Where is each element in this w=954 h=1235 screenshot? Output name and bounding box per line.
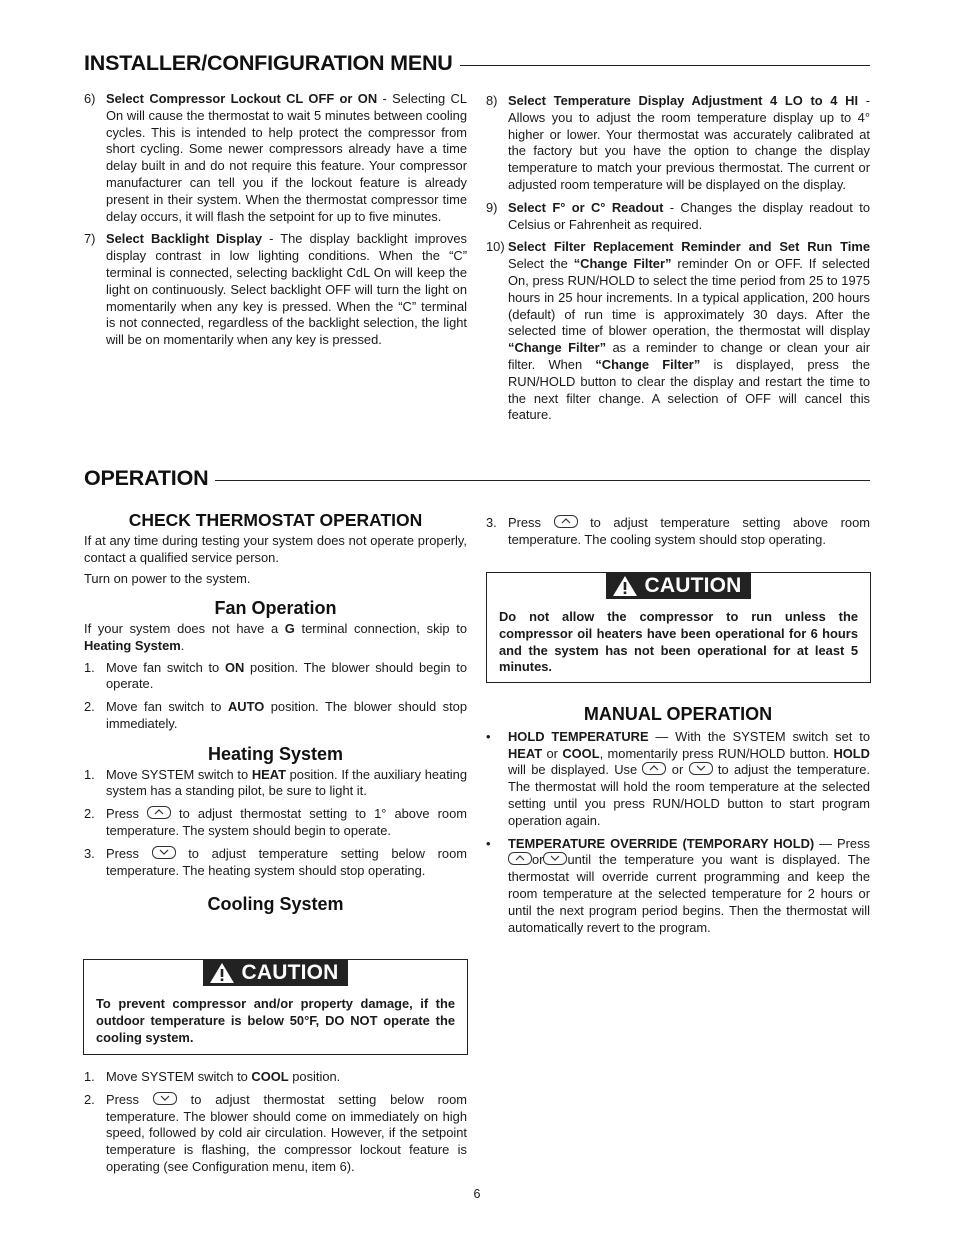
item-text: - Selecting CL On will cause the thermostat to wait 5 minutes between cooling cycles. This is intended to help protect the compressor from short cycling. Some newer compressors already have a time delay built in and do not require this feature. Your compressor manufacturer can tell you if the lockout feature is already present in their system. When the thermostat compressor time delay occurs, it will flash the setpoint for up to five minutes. bbox=[106, 91, 468, 224]
text-run: position. bbox=[288, 1069, 341, 1084]
switch-position: ON bbox=[224, 659, 245, 675]
text-run: , momentarily press RUN/HOLD button. bbox=[599, 745, 834, 761]
heating-step-2 bbox=[84, 806, 467, 840]
heating-system-heading: Heating System bbox=[207, 743, 344, 764]
power-on-text: Turn on power to the system. bbox=[84, 571, 251, 587]
item-number: 9) bbox=[486, 199, 498, 215]
text-run: to adjust temperature setting above room temperature. The cooling system should stop operating. bbox=[508, 515, 870, 547]
step-number: 2. bbox=[84, 1091, 95, 1107]
down-arrow-key-icon bbox=[689, 762, 713, 775]
item-number: 6) bbox=[84, 91, 96, 106]
fan-step-1 bbox=[84, 660, 467, 694]
page-number: 6 bbox=[473, 1187, 481, 1201]
warning-triangle-icon bbox=[612, 575, 638, 597]
config-item-9 bbox=[486, 200, 870, 234]
text-run: position. The blower should begin to operate. bbox=[106, 659, 467, 692]
heat-label: HEAT bbox=[508, 745, 543, 761]
item-number: 10) bbox=[486, 239, 505, 255]
text-run: terminal connection, skip to bbox=[294, 620, 467, 636]
down-arrow-key-icon bbox=[153, 1092, 177, 1105]
fan-operation-heading: Fan Operation bbox=[214, 598, 337, 619]
step-number: 1. bbox=[84, 659, 95, 675]
item-text: - The display backlight improves display contrast in low lighting conditions. When the “C” terminal is connected, selecting backlight CdL On will keep the light on continuously. Select backlight OFF will turn the light on momentarily when any key is pressed. When the “C” terminal is not connected, regardless of the backlight selection, the light will be on momentarily when any key is pressed. bbox=[106, 231, 467, 348]
step-number: 1. bbox=[84, 766, 95, 782]
fan-intro-text bbox=[84, 621, 467, 655]
item-text: reminder On or OFF. If selected On, press RUN/HOLD to select the time period from 25 to 1975 hours in 25 hour increments. In a typical application, 200 hours (default) of run time is approximately 30 days. After the selected time of blower operation, the thermostat will display bbox=[508, 256, 870, 339]
cooling-steps bbox=[84, 1069, 467, 1176]
header-rule bbox=[215, 480, 870, 481]
caution-label: CAUTION bbox=[241, 961, 339, 984]
text-run: to adjust thermostat setting below room temperature. The blower should come on immediately on high speed, followed by cold air circulation. However, if the setpoint temperature is flashing, the compressor lockout feature is operating (see Configuration menu, item 6). bbox=[106, 1091, 467, 1174]
operation-header bbox=[84, 466, 870, 491]
text-run: If your system does not have a bbox=[84, 620, 285, 636]
config-item-8 bbox=[486, 93, 870, 194]
text-run: Press bbox=[106, 845, 152, 861]
caution-text: Do not allow the compressor to run unless the compressor oil heaters have been operational for 6 hours and the system has not been operational for at least 5 minutes. bbox=[499, 609, 858, 675]
warning-triangle-icon bbox=[209, 962, 235, 984]
up-arrow-key-icon bbox=[508, 852, 532, 865]
down-arrow-key-icon bbox=[152, 846, 176, 859]
hold-temperature-bullet bbox=[486, 729, 870, 830]
item-text: Select the bbox=[508, 256, 574, 272]
header-rule bbox=[460, 65, 870, 66]
cool-label: COOL bbox=[562, 745, 600, 761]
caution-banner bbox=[487, 573, 870, 599]
config-item-6 bbox=[84, 91, 467, 225]
up-arrow-key-icon bbox=[147, 806, 171, 819]
step-number: 3. bbox=[84, 845, 95, 861]
fan-step-2 bbox=[84, 699, 467, 733]
up-arrow-key-icon bbox=[554, 515, 578, 528]
switch-position: COOL bbox=[251, 1069, 289, 1084]
text-run: will be displayed. Use bbox=[508, 762, 643, 778]
caution-label: CAUTION bbox=[644, 574, 742, 597]
text-run: Move SYSTEM switch to bbox=[106, 1069, 252, 1084]
item-title: Select Filter Replacement Reminder and Set Run Time bbox=[508, 239, 870, 255]
bullet-title: HOLD TEMPERATURE bbox=[508, 728, 649, 744]
text-run: to adjust temperature setting below room temperature. The heating system should stop operating. bbox=[106, 845, 467, 878]
text-run: position. If the auxiliary heating system has a standing pilot, be sure to light it. bbox=[106, 766, 468, 799]
operation-right-column bbox=[486, 515, 870, 549]
temperature-override-bullet bbox=[486, 836, 870, 937]
heating-system-ref: Heating System bbox=[84, 637, 181, 653]
change-filter-label: “Change Filter” bbox=[595, 356, 701, 372]
manual-operation-section bbox=[486, 706, 870, 936]
step-number: 1. bbox=[84, 1069, 95, 1084]
text-run: Move fan switch to bbox=[106, 699, 228, 715]
caution-text: To prevent compressor and/or property damage, if the outdoor temperature is below 50°F, DO NOT operate the cooling system. bbox=[96, 996, 455, 1045]
config-item-7 bbox=[84, 231, 467, 349]
bullet-dot: • bbox=[486, 728, 491, 744]
text-run: — With the SYSTEM switch set to bbox=[648, 728, 870, 744]
item-text: as a reminder to change or clean your air filter. When bbox=[508, 340, 870, 372]
check-operation-heading: CHECK THERMOSTAT OPERATION bbox=[128, 510, 423, 530]
item-text: - Changes the display readout to Celsius or Fahrenheit as required. bbox=[508, 199, 870, 232]
item-number: 8) bbox=[486, 93, 498, 108]
manual-operation-heading: MANUAL OPERATION bbox=[583, 704, 773, 724]
item-title: Select Temperature Display Adjustment 4 LO to 4 HI bbox=[508, 93, 859, 108]
bullet-title: TEMPERATURE OVERRIDE (TEMPORARY HOLD) bbox=[508, 835, 815, 851]
item-title: Select Compressor Lockout CL OFF or ON bbox=[106, 91, 378, 106]
up-arrow-key-icon bbox=[642, 762, 666, 775]
config-item-10 bbox=[486, 239, 870, 424]
step-number: 2. bbox=[84, 699, 95, 715]
text-run: Move fan switch to bbox=[106, 659, 225, 675]
item-title: Select F° or C° Readout bbox=[508, 199, 664, 215]
item-text: - Allows you to adjust the room temperature display up to 4° higher or lower. Your thermostat was accurately calibrated at the factory but you have the option to change the display temperature to match your previous thermostat. The current or adjusted room temperature will be displayed on the display. bbox=[508, 93, 870, 192]
text-run: Press bbox=[106, 806, 147, 822]
cooling-step-1 bbox=[84, 1069, 467, 1086]
switch-position: HEAT bbox=[251, 766, 286, 782]
text-run: — Press bbox=[814, 835, 870, 851]
text-run: to adjust the temperature. The thermostat will hold the room temperature at the selected setting until you press RUN/HOLD button to start program operation again. bbox=[508, 762, 870, 828]
item-text: is displayed, press the RUN/HOLD button to clear the display and restart the time to the next filter change. A selection of OFF will cancel this feature. bbox=[508, 356, 871, 423]
caution-banner bbox=[84, 960, 467, 986]
text-run: or bbox=[542, 745, 563, 761]
text-run: to adjust thermostat setting to 1° above room temperature. The system should begin to operate. bbox=[106, 806, 467, 838]
down-arrow-key-icon bbox=[543, 852, 567, 865]
cooling-step-3 bbox=[486, 515, 870, 549]
step-number: 3. bbox=[486, 515, 497, 530]
text-run: . bbox=[180, 637, 185, 653]
heating-step-3 bbox=[84, 846, 467, 880]
text-run: until the temperature you want is displayed. The thermostat will override current programming and keep the room temperature at the selected temperature for 2 hours or until the next program period begins. Then the thermostat will automatically revert to the program. bbox=[508, 852, 870, 935]
text-run: or bbox=[666, 762, 689, 778]
switch-position: AUTO bbox=[227, 699, 265, 715]
config-menu-title: INSTALLER/CONFIGURATION MENU bbox=[84, 51, 453, 75]
text-run: position. The blower should stop immediately. bbox=[106, 699, 467, 731]
caution-box-compressor bbox=[486, 572, 871, 683]
item-title: Select Backlight Display bbox=[106, 231, 263, 247]
bullet-dot: • bbox=[486, 835, 491, 851]
config-menu-header bbox=[84, 51, 870, 76]
cooling-step-2 bbox=[84, 1092, 467, 1176]
step-number: 2. bbox=[84, 806, 95, 822]
text-run: Move SYSTEM switch to bbox=[106, 766, 252, 782]
hold-label: HOLD bbox=[833, 745, 870, 761]
config-left-column bbox=[84, 91, 467, 349]
terminal-label: G bbox=[284, 620, 295, 636]
cooling-system-heading: Cooling System bbox=[207, 894, 344, 915]
heating-step-1 bbox=[84, 767, 467, 801]
text-run: or bbox=[532, 852, 544, 868]
config-right-column bbox=[486, 93, 870, 424]
item-number: 7) bbox=[84, 231, 96, 247]
caution-box-cooling bbox=[83, 959, 468, 1055]
change-filter-label: “Change Filter” bbox=[508, 340, 607, 356]
text-run: Press bbox=[508, 515, 554, 530]
change-filter-label: “Change Filter” bbox=[573, 256, 672, 272]
check-intro-text: If at any time during testing your system does not operate properly, contact a qualified service person. bbox=[84, 532, 467, 565]
text-run: Press bbox=[106, 1091, 153, 1107]
operation-left-column bbox=[84, 512, 467, 913]
operation-title: OPERATION bbox=[84, 466, 209, 490]
